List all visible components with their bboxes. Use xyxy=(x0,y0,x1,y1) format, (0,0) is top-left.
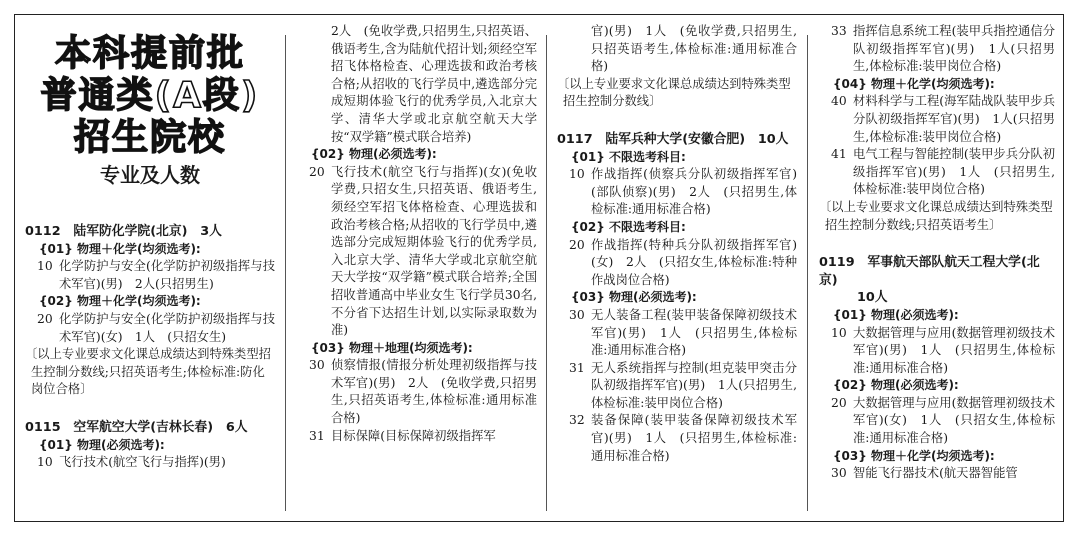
major-code: 30 xyxy=(569,307,585,322)
major-code: 10 xyxy=(37,259,53,274)
major-code: 10 xyxy=(37,455,53,470)
major-code: 30 xyxy=(831,466,847,481)
major-text: 大数据管理与应用(数据管理初级技术军官)(男) 1人 (只招男生,体检标准:通用标准合格) xyxy=(853,325,1055,375)
subject-group: {02} 物理(必须选考): xyxy=(311,147,437,162)
major-entry xyxy=(25,454,275,472)
major-entry xyxy=(819,395,1055,448)
subject-group: {04} 物理＋化学(均须选考): xyxy=(833,76,995,91)
subject-group: {03} 物理＋化学(均须选考): xyxy=(833,448,995,463)
major-code: 41 xyxy=(831,147,847,162)
major-code: 20 xyxy=(37,311,53,326)
major-code: 31 xyxy=(569,360,585,375)
major-entry xyxy=(297,357,537,427)
major-text: 无人装备工程(装甲装备保障初级技术军官)(男) 1人 (只招男生,体检标准:通用标准合格) xyxy=(591,307,797,358)
subject-group: {02} 物理＋化学(均须选考): xyxy=(39,294,201,309)
column-4 xyxy=(819,23,1055,515)
major-code: 20 xyxy=(309,164,325,179)
major-entry xyxy=(25,258,275,293)
major-entry xyxy=(557,412,797,465)
school-heading-0119: 0119 军事航天部队航天工程大学(北京) xyxy=(819,255,1040,288)
major-code: 40 xyxy=(831,94,847,109)
major-text: 无人系统指挥与控制(坦克装甲突击分队初级指挥军官)(男) 1人(只招男生,体检标准:装甲岗位合格) xyxy=(591,360,797,410)
subject-group: {03} 物理(必须选考): xyxy=(571,290,697,305)
title-subtitle: 专业及人数 xyxy=(100,163,200,187)
major-text: 智能飞行器技术(航天器智能管 xyxy=(853,466,1018,481)
school-heading-0115: 0115 空军航空大学(吉林长春) 6人 xyxy=(25,419,248,435)
column-divider xyxy=(807,35,808,511)
major-entry xyxy=(557,166,797,219)
column-1 xyxy=(25,23,275,515)
major-code: 20 xyxy=(569,237,585,252)
subject-group: {02} 不限选考科目: xyxy=(571,219,686,234)
column-3 xyxy=(557,23,797,515)
title-block xyxy=(25,23,275,189)
major-continuation: 2人 (免收学费,只招男生,只招英语、俄语考生,含为陆航代招计划;须经空军招飞体格检查、心理选拔和政治考核合格;从招收的飞行学员中,遴选部分完成短期体验飞行的优秀学员,入北京大学、清华大学或北京航空航天大学按“双学籍”模式联合培养) xyxy=(331,24,537,144)
major-text: 作战指挥(侦察兵分队初级指挥军官)(部队侦察)(男) 2人 (只招男生,体检标准:通用标准合格) xyxy=(591,167,797,217)
major-code: 32 xyxy=(569,413,585,428)
title-line-1: 本科提前批 xyxy=(54,33,245,74)
major-entry xyxy=(819,465,1055,483)
column-2 xyxy=(297,23,537,515)
major-entry xyxy=(297,428,537,446)
title-line-2: 普通类(A段) xyxy=(40,75,260,116)
major-entry xyxy=(819,93,1055,146)
major-text: 化学防护与安全(化学防护初级指挥与技术军官)(女) 1人 (只招女生) xyxy=(59,311,275,344)
major-text: 目标保障(目标保障初级指挥军 xyxy=(331,428,496,443)
subject-group: {01} 物理(必须选考): xyxy=(39,437,165,452)
major-text: 飞行技术(航空飞行与指挥)(女)(免收学费,只招女生,只招英语、俄语考生,须经空军招飞体格检查、心理选拔和政治考核合格;从招收的飞行学员中,遴选部分完成短期体验飞行的优秀学员,入北京大学、清华大学或北京航空航天大学按“双学籍”模式联合培养;全国招收普通高中毕业女生飞行学员30名,不分省下达招生计划,以实际录取数为准) xyxy=(331,164,537,338)
major-text: 装备保障(装甲装备保障初级技术军官)(男) 1人 (只招男生,体检标准:通用标准合格) xyxy=(591,413,797,463)
major-entry xyxy=(25,311,275,346)
major-text: 侦察情报(情报分析处理初级指挥与技术军官)(男) 2人 (免收学费,只招男生,只招英语考生,体检标准:通用标准合格) xyxy=(331,358,537,426)
school-heading-0117: 0117 陆军兵种大学(安徽合肥) 10人 xyxy=(557,131,789,147)
major-code: 20 xyxy=(831,395,847,410)
major-entry xyxy=(819,325,1055,378)
major-entry xyxy=(297,164,537,340)
page-frame xyxy=(14,14,1064,522)
subject-group: {03} 物理＋地理(均须选考): xyxy=(311,340,473,355)
school-quota-0119: 10人 xyxy=(857,290,888,306)
school-heading-0112: 0112 陆军防化学院(北京) 3人 xyxy=(25,224,222,239)
major-continuation: 官)(男) 1人 (免收学费,只招男生,只招英语考生,体检标准:通用标准合格) xyxy=(591,24,797,74)
major-code: 31 xyxy=(309,428,325,443)
major-text: 材料科学与工程(海军陆战队装甲步兵分队初级指挥军官)(男) 1人(只招男生,体检标准:装甲岗位合格) xyxy=(853,94,1055,144)
title-line-3: 招生院校 xyxy=(73,117,226,158)
subject-group: {01} 物理＋化学(均须选考): xyxy=(39,241,201,256)
major-code: 10 xyxy=(569,167,585,182)
major-text: 大数据管理与应用(数据管理初级技术军官)(女) 1人 (只招女生,体检标准:通用标准合格) xyxy=(853,395,1055,446)
major-entry xyxy=(819,23,1055,76)
requirement-note: 〔以上专业要求文化课总成绩达到特殊类型招生控制分数线;只招英语考生;体检标准:防化岗位合格〕 xyxy=(25,347,271,397)
major-text: 化学防护与安全(化学防护初级指挥与技术军官)(男) 2人(只招男生) xyxy=(59,259,275,291)
major-entry xyxy=(819,146,1055,199)
major-text: 飞行技术(航空飞行与指挥)(男) xyxy=(59,455,226,470)
major-text: 作战指挥(特种兵分队初级指挥军官)(女) 2人 (只招女生,体检标准:特种作战岗位合格) xyxy=(591,237,797,287)
column-divider xyxy=(546,35,547,511)
subject-group: {02} 物理(必须选考): xyxy=(833,378,959,393)
major-entry xyxy=(557,237,797,290)
major-entry xyxy=(557,307,797,360)
column-divider xyxy=(285,35,286,511)
major-code: 30 xyxy=(309,358,325,373)
subject-group: {01} 物理(必须选考): xyxy=(833,307,959,322)
major-code: 33 xyxy=(831,24,847,38)
requirement-note: 〔以上专业要求文化课总成绩达到特殊类型招生控制分数线;只招英语考生〕 xyxy=(819,199,1053,232)
major-text: 电气工程与智能控制(装甲步兵分队初级指挥军官)(男) 1人 (只招男生,体检标准:装甲岗位合格) xyxy=(853,147,1055,197)
major-text: 指挥信息系统工程(装甲兵指控通信分队初级指挥军官)(男) 1人(只招男生,体检标准:装甲岗位合格) xyxy=(853,24,1055,74)
subject-group: {01} 不限选考科目: xyxy=(571,149,686,164)
major-code: 10 xyxy=(831,325,847,340)
major-entry xyxy=(557,360,797,413)
requirement-note: 〔以上专业要求文化课总成绩达到特殊类型招生控制分数线〕 xyxy=(557,76,791,109)
